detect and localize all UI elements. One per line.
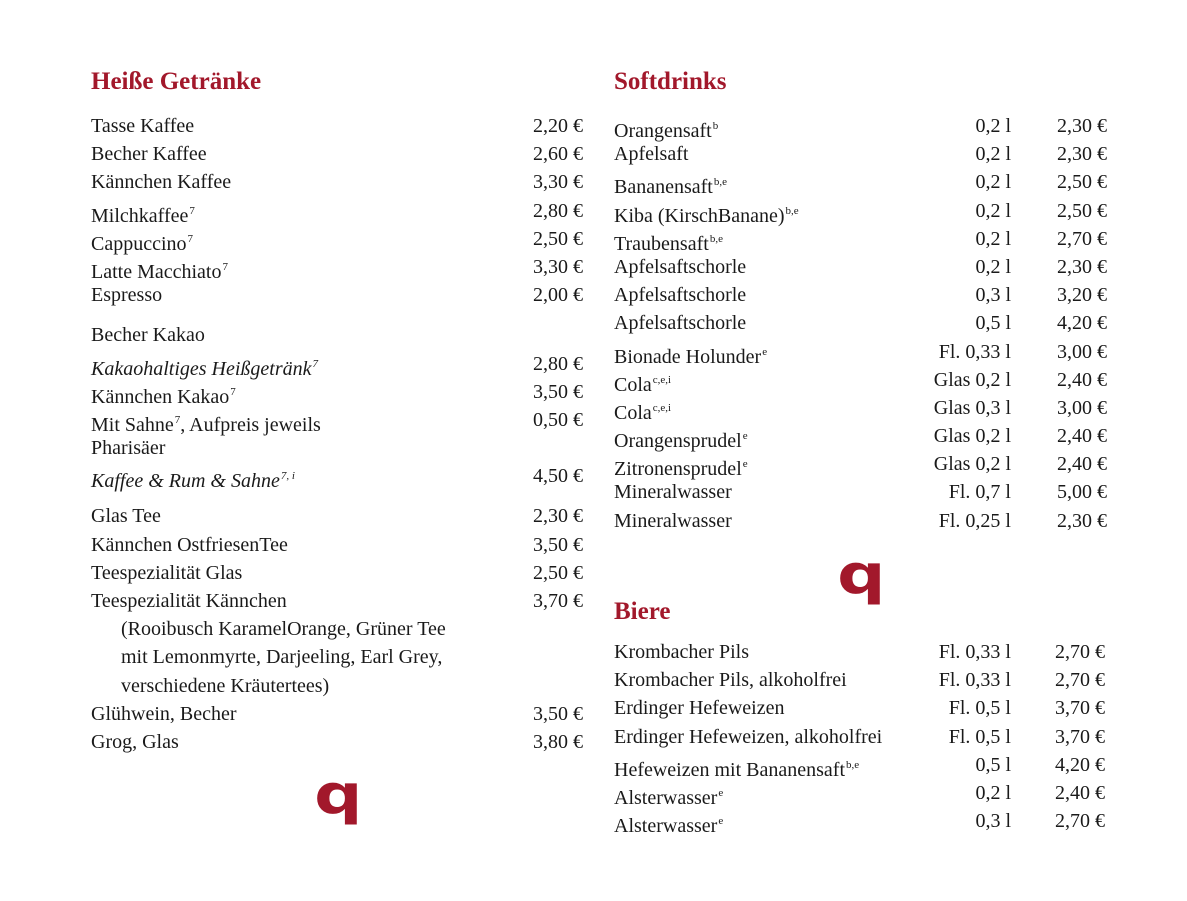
item-price: 3,50 €: [533, 702, 583, 725]
item-name-text: Krombacher Pils, alkoholfrei: [614, 669, 847, 692]
item-quantity: 0,2 l: [975, 781, 1011, 804]
item-name: [91, 281, 162, 309]
menu-item: [91, 462, 583, 493]
item-name-suffix: , Aufpreis jeweils: [180, 413, 321, 436]
menu-item: [91, 643, 583, 671]
item-price: 3,70 €: [1055, 725, 1105, 748]
menu-item: [91, 502, 583, 530]
item-name-text: Orangensprudel: [614, 430, 742, 453]
item-quantity: Glas 0,3 l: [933, 396, 1011, 419]
item-price: 2,30 €: [1057, 143, 1107, 166]
menu-item: [614, 338, 1107, 366]
item-name: [91, 728, 179, 756]
item-name-text: Cola: [614, 373, 652, 396]
menu-item: [91, 434, 583, 462]
menu-item: [614, 225, 1107, 253]
item-name: [91, 531, 288, 559]
item-name: [614, 723, 882, 751]
softdrinks-heading: Softdrinks: [614, 68, 727, 95]
item-name: [91, 462, 295, 495]
item-footnote: b,e: [709, 232, 723, 245]
menu-item: [91, 531, 583, 559]
item-name-text: Becher Kaffee: [91, 143, 207, 166]
item-price: 0,50 €: [533, 408, 583, 431]
group-spacer: [91, 309, 583, 321]
item-quantity: 0,2 l: [975, 199, 1011, 222]
item-name-text: Tasse Kaffee: [91, 115, 195, 137]
item-name-text: Apfelsaftschorle: [614, 312, 747, 335]
item-name-text: Cappuccino: [91, 232, 187, 255]
item-quantity: 0,5 l: [975, 753, 1011, 776]
item-quantity: Fl. 0,33 l: [938, 340, 1011, 363]
item-name: [91, 559, 242, 587]
menu-item: [91, 197, 583, 225]
softdrinks-list: [614, 112, 1107, 535]
item-price: 3,70 €: [1055, 697, 1105, 720]
item-name-text: Mineralwasser: [614, 481, 732, 504]
menu-item: [614, 450, 1107, 481]
item-price: 2,80 €: [533, 352, 583, 375]
item-price: 3,50 €: [533, 380, 583, 403]
item-price: 2,50 €: [533, 227, 583, 250]
menu-item: [91, 112, 583, 140]
item-price: 2,70 €: [1055, 669, 1105, 692]
item-name-text: Kiba (KirschBanane): [614, 204, 785, 227]
item-name-text: Hefeweizen mit Bananensaft: [614, 758, 846, 781]
item-name-text: Krombacher Pils: [614, 641, 749, 663]
item-name: [91, 168, 231, 196]
softdrinks-section: [614, 64, 1107, 535]
item-footnote: e: [742, 430, 748, 443]
item-price: 2,50 €: [1057, 199, 1107, 222]
item-price: 3,80 €: [533, 730, 583, 753]
item-name-text: Kännchen Kakao: [91, 385, 230, 408]
item-name: [614, 309, 746, 337]
item-price: 2,50 €: [1057, 171, 1107, 194]
menu-item: [614, 666, 1105, 694]
item-footnote: b,e: [713, 176, 727, 189]
menu-item: [91, 253, 583, 281]
menu-item: [614, 638, 1105, 666]
menu-item: [614, 197, 1107, 225]
item-name-text: Traubensaft: [614, 232, 709, 255]
item-footnote: c,e,i: [652, 401, 672, 414]
item-footnote: 7: [230, 385, 236, 398]
menu-item: [91, 700, 583, 728]
item-price: 2,40 €: [1057, 368, 1107, 391]
item-quantity: 0,2 l: [975, 227, 1011, 250]
item-quantity: 0,2 l: [975, 115, 1011, 137]
menu-item: [614, 507, 1107, 535]
item-quantity: Fl. 0,5 l: [948, 725, 1011, 748]
item-price: 3,00 €: [1057, 340, 1107, 363]
menu-item: [91, 140, 583, 168]
menu-item: [91, 587, 583, 615]
item-name-text: Bananensaft: [614, 176, 713, 199]
menu-item: [614, 281, 1107, 309]
item-name: [91, 140, 207, 168]
menu-item: [614, 366, 1107, 394]
item-footnote: e: [718, 815, 724, 828]
item-footnote: e: [762, 345, 768, 358]
menu-item: [91, 225, 583, 253]
menu-item: [614, 751, 1105, 779]
item-price: 5,00 €: [1057, 481, 1107, 504]
item-name: [614, 253, 746, 281]
item-name: [91, 587, 287, 615]
item-name: [91, 502, 161, 530]
item-price: 3,50 €: [533, 533, 583, 556]
item-name: [614, 140, 688, 168]
menu-item: [614, 253, 1107, 281]
item-price: 3,20 €: [1057, 284, 1107, 307]
item-quantity: Fl. 0,5 l: [948, 697, 1011, 720]
item-price: 2,30 €: [1057, 509, 1107, 532]
menu-item: [91, 406, 583, 434]
item-footnote: b,e: [846, 758, 860, 771]
item-footnote: e: [718, 786, 724, 799]
item-price: 2,80 €: [533, 199, 583, 222]
item-name: [614, 281, 746, 309]
item-name-text: Milchkaffee: [91, 204, 189, 227]
menu-item: [614, 394, 1107, 422]
item-quantity: Fl. 0,7 l: [948, 481, 1011, 504]
beer-section: [614, 594, 1105, 838]
item-price: 2,70 €: [1057, 227, 1107, 250]
item-name: [614, 807, 723, 840]
menu-item: [91, 728, 583, 756]
item-footnote: b: [712, 120, 719, 132]
item-footnote: 7, i: [280, 470, 295, 483]
item-price: 3,00 €: [1057, 396, 1107, 419]
item-name-text: Orangensaft: [614, 120, 712, 142]
item-footnote: e: [742, 458, 748, 471]
item-price: 2,50 €: [533, 561, 583, 584]
item-name: [614, 478, 732, 506]
item-price: 3,30 €: [533, 255, 583, 278]
item-name: [121, 672, 329, 700]
menu-item: [91, 615, 583, 643]
item-name: [121, 643, 442, 671]
item-quantity: 0,2 l: [975, 255, 1011, 278]
item-name-text: Apfelsaftschorle: [614, 284, 747, 307]
item-name-text: Bionade Holunder: [614, 345, 762, 368]
item-name: [614, 638, 749, 666]
item-name-text: (Rooibusch KaramelOrange, Grüner Tee: [121, 618, 446, 641]
beer-list: [614, 638, 1105, 838]
item-name-text: Apfelsaft: [614, 143, 689, 166]
menu-item: [91, 378, 583, 406]
item-quantity: 0,3 l: [975, 284, 1011, 307]
menu-item: [614, 140, 1107, 168]
item-quantity: Glas 0,2 l: [933, 425, 1011, 448]
item-price: 3,70 €: [533, 590, 583, 612]
item-price: 2,30 €: [1057, 255, 1107, 278]
item-name-text: Glühwein, Becher: [91, 702, 237, 725]
item-price: 2,30 €: [533, 505, 583, 528]
item-footnote: 7: [187, 232, 194, 245]
item-quantity: Fl. 0,33 l: [938, 641, 1011, 663]
item-footnote: 7: [189, 204, 195, 217]
menu-item: [91, 672, 583, 700]
menu-item: [614, 112, 1107, 140]
item-price: 2,20 €: [533, 115, 583, 137]
item-name-text: Alsterwasser: [614, 786, 718, 809]
item-price: 2,40 €: [1057, 425, 1107, 448]
item-price: 2,40 €: [1055, 781, 1105, 804]
item-name-text: Pharisäer: [91, 437, 166, 460]
item-price: 2,70 €: [1055, 641, 1105, 663]
item-name-text: Grog, Glas: [91, 730, 179, 753]
menu-item: [614, 779, 1105, 807]
item-name-text: Mineralwasser: [614, 509, 732, 532]
item-name-text: Kakaohaltiges Heißgetränk: [91, 357, 312, 380]
item-footnote: b,e: [785, 204, 799, 217]
item-name-text: Kännchen OstfriesenTee: [91, 533, 288, 556]
item-footnote: 7: [222, 260, 228, 273]
item-name-text: Teespezialität Kännchen: [91, 590, 287, 612]
item-name-text: Erdinger Hefeweizen, alkoholfrei: [614, 725, 883, 748]
item-name-text: Kaffee & Rum & Sahne: [91, 470, 280, 493]
item-name: [614, 507, 732, 535]
item-name: [614, 694, 784, 722]
item-name-text: Zitronensprudel: [614, 458, 742, 481]
menu-item: [614, 807, 1105, 838]
hot-drinks-section: [91, 64, 583, 756]
menu-item: [614, 168, 1107, 199]
item-price: 4,50 €: [533, 465, 583, 488]
item-name-text: Apfelsaftschorle: [614, 255, 747, 278]
item-name: [614, 666, 847, 694]
item-price: 2,70 €: [1055, 810, 1105, 833]
beer-heading: Biere: [614, 598, 671, 625]
item-name: [121, 615, 446, 643]
hot-drinks-heading: Heiße Getränke: [91, 68, 262, 95]
item-quantity: Fl. 0,25 l: [938, 509, 1011, 532]
item-name: [91, 700, 237, 728]
item-name-text: Mit Sahne: [91, 413, 174, 436]
item-name-text: Alsterwasser: [614, 815, 718, 838]
item-name-text: Becher Kakao: [91, 324, 205, 347]
item-price: 2,60 €: [533, 143, 583, 166]
item-price: 3,30 €: [533, 171, 583, 194]
item-name-text: Latte Macchiato: [91, 260, 222, 283]
item-quantity: Glas 0,2 l: [933, 368, 1011, 391]
item-quantity: 0,5 l: [975, 312, 1011, 335]
item-price: 4,20 €: [1055, 753, 1105, 776]
menu-item: [91, 350, 583, 378]
item-name-text: Cola: [614, 401, 652, 424]
menu-item: [614, 694, 1105, 722]
item-name: [91, 112, 194, 140]
item-name-text: mit Lemonmyrte, Darjeeling, Earl Grey,: [121, 646, 443, 669]
menu-item: [91, 281, 583, 309]
item-quantity: 0,2 l: [975, 171, 1011, 194]
item-name-text: verschiedene Kräutertees): [121, 674, 330, 697]
item-name-text: Teespezialität Glas: [91, 561, 243, 584]
menu-item: [91, 168, 583, 196]
item-name-text: Kännchen Kaffee: [91, 171, 232, 194]
menu-item: [614, 478, 1107, 506]
item-name: [91, 321, 205, 349]
item-footnote: 7: [174, 413, 181, 426]
menu-item: [91, 321, 583, 349]
item-price: 4,20 €: [1057, 312, 1107, 335]
item-quantity: 0,3 l: [975, 810, 1011, 833]
menu-item: [614, 422, 1107, 453]
item-name-text: Espresso: [91, 284, 163, 307]
item-price: 2,40 €: [1057, 453, 1107, 476]
item-name-text: Erdinger Hefeweizen: [614, 697, 785, 720]
item-quantity: Fl. 0,33 l: [938, 669, 1011, 692]
item-quantity: 0,2 l: [975, 143, 1011, 166]
item-footnote: c,e,i: [652, 373, 672, 386]
item-price: 2,30 €: [1057, 115, 1107, 137]
brand-logo: q: [837, 543, 886, 606]
item-quantity: Glas 0,2 l: [933, 453, 1011, 476]
item-name: [91, 434, 165, 462]
hot-drinks-list: [91, 112, 583, 756]
brand-logo: q: [314, 763, 363, 826]
item-footnote: 7: [312, 357, 319, 370]
menu-item: [614, 309, 1107, 337]
item-name-text: Glas Tee: [91, 505, 161, 528]
menu-item: [614, 723, 1105, 751]
menu-item: [91, 559, 583, 587]
item-price: 2,00 €: [533, 284, 583, 307]
